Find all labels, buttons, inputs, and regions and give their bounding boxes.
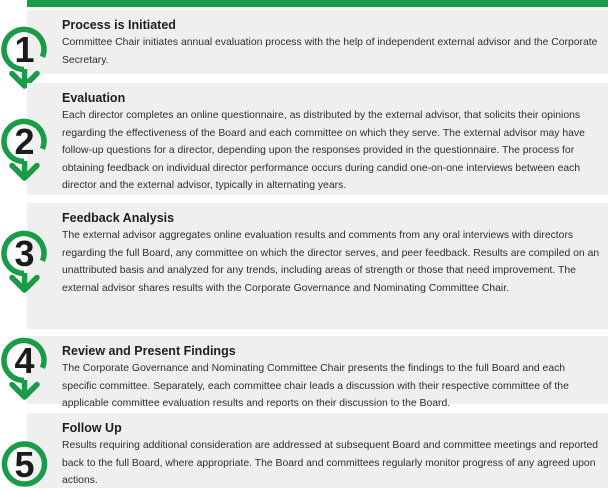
step-5-number: 5	[14, 444, 35, 485]
step-4-title: Review and Present Findings	[62, 344, 236, 358]
step-1-panel	[27, 10, 608, 74]
step-4-number: 4	[14, 340, 35, 381]
step-3-marker	[0, 224, 52, 294]
step-5-panel	[27, 413, 608, 488]
step-5-marker	[0, 435, 52, 485]
step-2-description: Each director completes an online questionnaire, as distributed by the external advisor, that solicits their opinions regarding the effectiveness of the Board and each committee on which they serve. The external advisor may have follow-up questions for a director, depending upon the responses provided in the questionnaire. The process for obtaining feedback on individual director performance occurs during candid one-on-one interviews between each director and the external advisor, typically in alternating years.	[62, 110, 585, 192]
step-3-panel	[27, 203, 608, 329]
step-2-title: Evaluation	[62, 91, 126, 105]
step-1-marker	[0, 20, 52, 90]
top-accent-bar	[27, 0, 608, 7]
step-4-marker	[0, 331, 52, 401]
step-4-description: The Corporate Governance and Nominating Committee Chair presents the findings to the full Board and each specific committee. Separately, each committee chair leads a discussion with their respective committee of the applicable committee evaluation results and reports on their discussion to the Board.	[62, 363, 569, 410]
step-1-title: Process is Initiated	[62, 18, 176, 32]
step-1-description: Committee Chair initiates annual evaluation process with the help of independent external advisor and the Corporate Secretary.	[62, 37, 598, 66]
step-2-panel	[27, 83, 608, 195]
step-1-number: 1	[14, 29, 35, 70]
step-2-number: 2	[14, 121, 35, 162]
step-5-description: Results requiring additional consideration are addressed at subsequent Board and committee meetings and reported back to the full Board, where appropriate. The Board and committees regularly monitor progress of any agreed upon actions.	[62, 440, 599, 487]
step-5-title: Follow Up	[62, 421, 122, 435]
step-2-marker	[0, 112, 52, 182]
step-4-panel	[27, 336, 608, 410]
step-3-description: The external advisor aggregates online evaluation results and comments from any oral interviews with directors regarding the full Board, any committee on which the director serves, and peer feedback. Results are compiled on an unattributed basis and analyzed for any trends, including areas of strength or those that need improvement. The external advisor shares results with the Corporate Governance and Nominating Committee Chair.	[62, 230, 600, 294]
step-3-title: Feedback Analysis	[62, 211, 175, 225]
step-3-number: 3	[14, 233, 35, 274]
